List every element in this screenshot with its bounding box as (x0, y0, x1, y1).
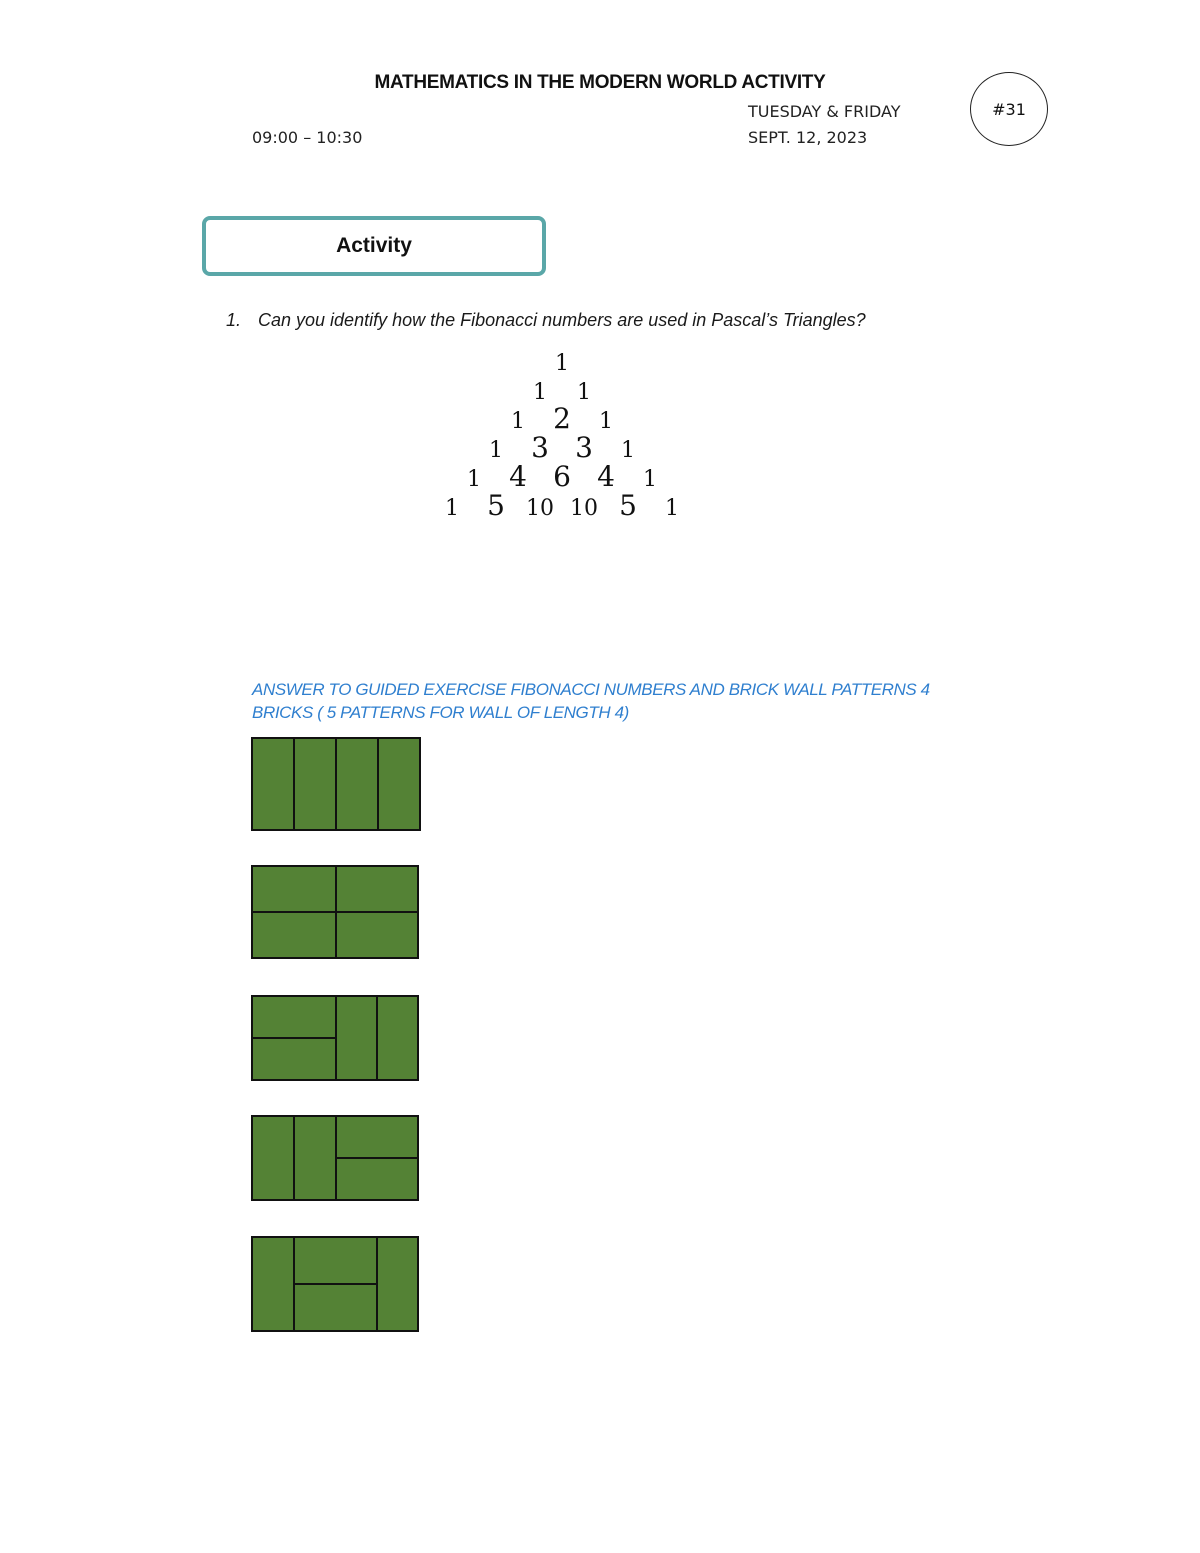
brick (377, 996, 418, 1080)
brick (336, 866, 418, 912)
pascal-entry: 4 (597, 460, 615, 493)
question-1 (226, 310, 866, 331)
pascal-entry: 1 (577, 380, 591, 405)
brick-wall-pattern-4 (251, 1115, 421, 1203)
brick (336, 912, 418, 958)
pascal-entry: 5 (619, 489, 637, 522)
brick (336, 738, 378, 830)
brick-wall-pattern-1 (251, 737, 421, 832)
pascal-entry: 1 (533, 380, 547, 405)
pascal-entry: 1 (445, 496, 459, 521)
pascal-triangle (440, 346, 690, 526)
brick-wall-pattern-5 (251, 1236, 421, 1333)
answer-heading-line-2: BRICKS ( 5 PATTERNS FOR WALL OF LENGTH 4) (252, 703, 629, 722)
pascal-entry: 1 (599, 409, 613, 434)
activity-number-badge (970, 72, 1048, 146)
document-title: MATHEMATICS IN THE MODERN WORLD ACTIVITY (374, 72, 826, 93)
brick (252, 1116, 294, 1200)
pascal-entry: 1 (555, 351, 569, 376)
brick (252, 996, 336, 1038)
question-number: 1. (226, 310, 242, 330)
brick-wall-pattern-2 (251, 865, 421, 960)
pascal-entry: 3 (531, 431, 549, 464)
brick (294, 1116, 336, 1200)
brick (252, 738, 294, 830)
brick (252, 912, 336, 958)
brick-wall-pattern-3 (251, 995, 421, 1083)
brick (377, 1237, 418, 1331)
brick (294, 1284, 377, 1331)
pascal-entry: 10 (570, 496, 598, 521)
pascal-entry: 1 (665, 496, 679, 521)
pascal-entry: 2 (553, 402, 571, 435)
pascal-entry: 6 (553, 460, 571, 493)
pascal-entry: 1 (489, 438, 503, 463)
brick (294, 738, 336, 830)
class-days: TUESDAY & FRIDAY (748, 102, 901, 121)
pascal-entry: 3 (575, 431, 593, 464)
activity-heading: Activity (336, 234, 412, 257)
pascal-entry: 1 (621, 438, 635, 463)
brick (294, 1237, 377, 1284)
activity-number: #31 (992, 99, 1026, 119)
pascal-entry: 5 (487, 489, 505, 522)
answer-heading (252, 678, 972, 724)
brick (252, 866, 336, 912)
brick (336, 1116, 418, 1158)
pascal-entry: 10 (526, 496, 554, 521)
brick (252, 1237, 294, 1331)
brick (378, 738, 420, 830)
activity-heading-box (202, 216, 546, 276)
class-date: SEPT. 12, 2023 (748, 128, 868, 147)
brick (252, 1038, 336, 1080)
answer-heading-line-1: ANSWER TO GUIDED EXERCISE FIBONACCI NUMBERS AND BRICK WALL PATTERNS 4 (252, 680, 930, 699)
time-range: 09:00 – 10:30 (252, 128, 363, 147)
brick (336, 1158, 418, 1200)
pascal-entry: 1 (643, 467, 657, 492)
brick (336, 996, 377, 1080)
pascal-entry: 1 (467, 467, 481, 492)
pascal-entry: 4 (509, 460, 527, 493)
question-text: Can you identify how the Fibonacci numbers are used in Pascal’s Triangles? (258, 310, 866, 330)
pascal-entry: 1 (511, 409, 525, 434)
